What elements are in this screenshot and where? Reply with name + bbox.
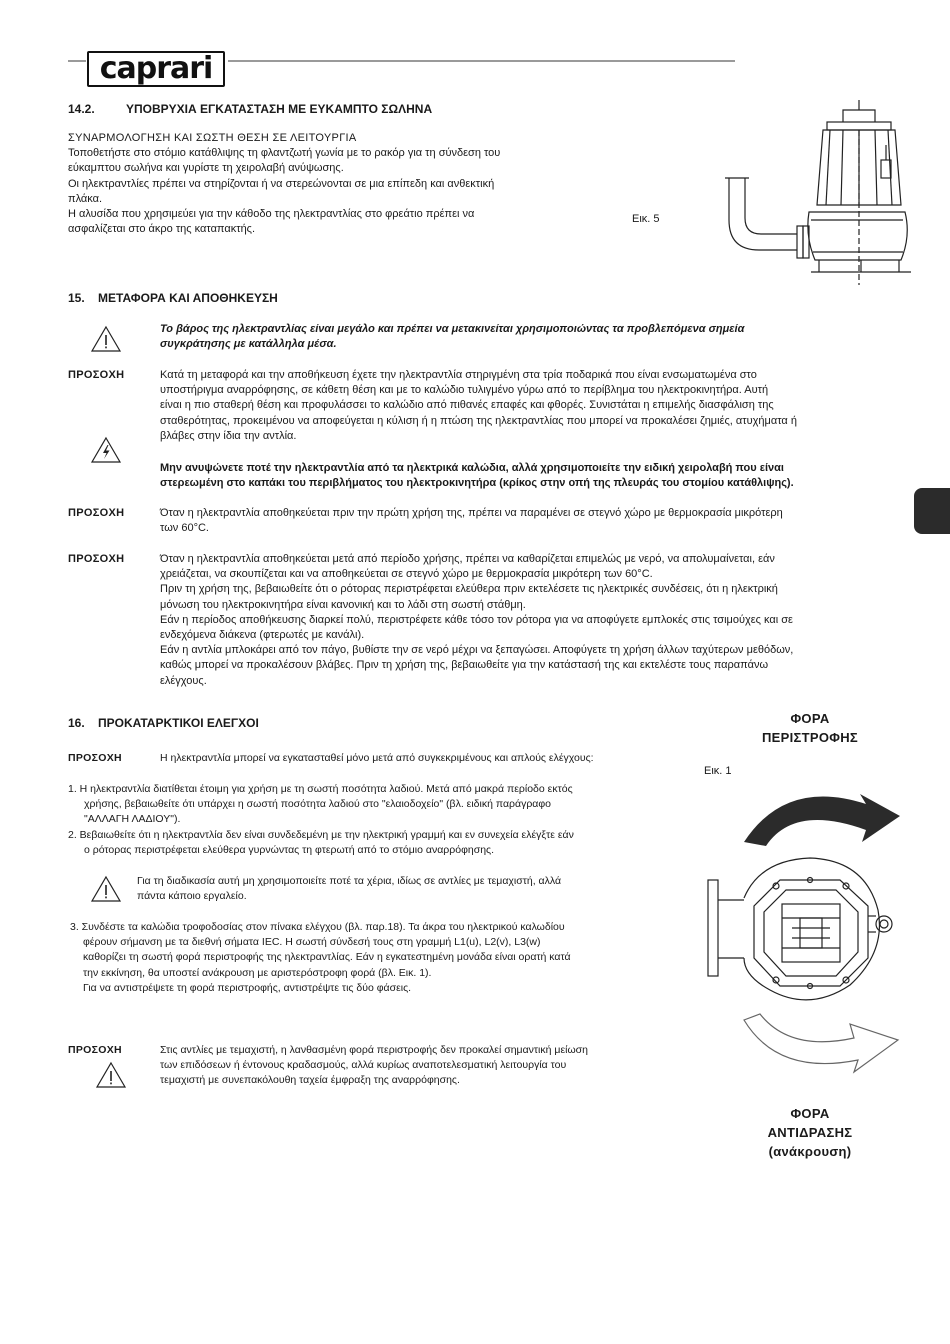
rotation-direction-title	[740, 709, 880, 747]
text-line: των 60°C.	[160, 522, 209, 535]
section-16-item-1	[68, 782, 648, 828]
section-title: ΥΠΟΒΡΥΧΙΑ ΕΓΚΑΤΑΣΤΑΣΗ ΜΕ ΕΥΚΑΜΠΤΟ ΣΩΛΗΝΑ	[126, 102, 433, 116]
caution-label: ΠΡΟΣΟΧΗ	[68, 507, 125, 519]
text-line: 3. Συνδέστε τα καλώδια τροφοδοσίας στον πίνακα ελέγχου (βλ. παρ.18). Τα άκρα του ηλεκτρικού καλωδίου	[70, 921, 565, 933]
section-15-heading	[68, 291, 278, 305]
text-line: πλάκα.	[68, 192, 103, 205]
text-line: Πριν τη χρήση της, βεβαιωθείτε ότι ο ρότορας περιστρέφεται ελεύθερα πριν εκτελέσετε τις ηλεκτρικές συνδέσεις, ότι η ηλεκτρική	[160, 583, 778, 596]
text-line: Τοποθετήστε στο στόμιο κατάθλιψης τη φλαντζωτή γωνία με το ρακόρ για τη σύνδεση του	[68, 147, 501, 160]
section-16-item-3	[70, 920, 650, 996]
text-line: ασφαλίζεται στο άκρο της καταπακτής.	[68, 223, 256, 236]
text-line: Όταν η ηλεκτραντλία αποθηκεύεται πριν την πρώτη χρήση της, πρέπει να παραμένει σε στεγνό χώρο με θερμοκρασία μικρότερη	[160, 507, 783, 519]
text-line: σταθερότητας, προκειμένου να αποφεύγεται η κύλιση ή η πτώση της ηλεκτραντλίας που μπορεί να προκαλέσει ζημιές, ατυχήματα ή	[160, 414, 797, 427]
section-number: 16.	[68, 716, 85, 730]
section-title: ΜΕΤΑΦΟΡΑ ΚΑΙ ΑΠΟΘΗΚΕΥΣΗ	[98, 291, 278, 305]
title-line: ΑΝΤΙΔΡΑΣΗΣ	[767, 1125, 853, 1140]
title-line: ΦΟΡΑ	[790, 711, 830, 726]
title-line: ΠΕΡΙΣΤΡΟΦΗΣ	[761, 730, 859, 745]
text-line: ο ρότορας περιστρέφεται ελεύθερα γυρνώντας τη φτερωτή από το στόμιο αναρρόφησης.	[84, 844, 495, 857]
header-rule-right	[228, 60, 735, 62]
fig1-caption: Εικ. 1	[704, 765, 732, 777]
rotation-arrow-icon	[738, 770, 908, 850]
section-15-para-3	[160, 552, 910, 689]
text-line: 2. Βεβαιωθείτε ότι η ηλεκτραντλία δεν είναι συνδεδεμένη με την ηλεκτρική γραμμή και εν συνεχεία ελέγξτε εάν	[68, 829, 574, 841]
section-14-2-heading	[68, 102, 432, 116]
text-line: πάντα κάποιο εργαλείο.	[137, 890, 247, 903]
caution-label: ΠΡΟΣΟΧΗ	[68, 553, 125, 565]
section-16-item-2	[68, 828, 648, 858]
text-line: ΣΥΝΑΡΜΟΛΟΓΗΣΗ ΚΑΙ ΣΩΣΤΗ ΘΕΣΗ ΣΕ ΛΕΙΤΟΥΡΓΙΑ	[68, 132, 357, 144]
text-line: μόνωση του ηλεκτροκινητήρα είναι κανονική και το λάδι στη σωστή στάθμη.	[160, 598, 526, 611]
text-line: είναι η πιο σταθερή θέση και προφυλάσσει το καλώδιο από πιθανές επαφές και φθορές. Συνιστάται η επιμελής διασφάλιση της	[160, 399, 774, 412]
section-title: ΠΡΟΚΑΤΑΡΚΤΙΚΟΙ ΕΛΕΓΧΟΙ	[98, 716, 259, 730]
text-line: χρειάζεται, να σκουπίζεται και να αποθηκεύεται σε στεγνό χώρο με θερμοκρασία μικρότερη των 60°C.	[160, 568, 653, 581]
text-line: καθώς μπορεί να προκαλέσουν βλάβες. Πριν τη χρήση της, βεβαιωθείτε για την κατάστασή της και εκτελέστε τους παραπάνω	[160, 659, 769, 672]
warning-triangle-icon	[91, 326, 121, 352]
section-15-warning-2	[160, 461, 910, 491]
text-line: Όταν η ηλεκτραντλία αποθηκεύεται μετά από περίοδο χρήσης, πρέπει να καθαρίζεται επιμελώς με νερό, να απολυμαίνεται, εάν	[160, 553, 775, 565]
section-16-heading	[68, 716, 259, 730]
reaction-direction-title	[740, 1104, 880, 1161]
text-line: Οι ηλεκτραντλίες πρέπει να στηρίζονται ή να στερεώνονται σε μια επίπεδη και ανθεκτική	[68, 177, 495, 190]
text-line: στερεωμένη στο καπάκι του περιβλήματος του ηλεκτροκινητήρα (κρίκος στην οπή της πλευράς του στομίου κατάθλιψης).	[160, 477, 794, 490]
text-line: καθορίζει τη σωστή φορά περιστροφής της ηλεκτραντλίας. Εάν η εγκατεστημένη μονάδα είναι ορατή κατά	[83, 951, 571, 964]
section-15-warning-1	[160, 322, 900, 352]
text-line: τεμαχιστή με συνεπακόλουθη ταχεία έμφραξη της αναρρόφησης.	[160, 1074, 460, 1087]
section-14-2-text	[68, 131, 608, 237]
section-number: 14.2.	[68, 102, 95, 116]
warning-triangle-icon	[91, 876, 121, 902]
caution-label: ΠΡΟΣΟΧΗ	[68, 1044, 122, 1056]
text-line: "ΑΛΛΑΓΗ ΛΑΔΙΟΥ").	[84, 813, 181, 826]
section-16-warning	[137, 874, 637, 904]
text-line: Κατά τη μεταφορά και την αποθήκευση έχετε την ηλεκτραντλία στηριγμένη στα τρία ποδαρικά που είναι ενσωματωμένα στο	[160, 369, 757, 381]
title-line: ΦΟΡΑ	[790, 1106, 830, 1121]
text-line: Στις αντλίες με τεμαχιστή, η λανθασμένη φορά περιστροφής δεν προκαλεί σημαντική μείωση	[160, 1044, 588, 1056]
electrical-hazard-icon	[91, 437, 121, 463]
text-line: Το βάρος της ηλεκτραντλίας είναι μεγάλο και πρέπει να μετακινείται χρησιμοποιώντας τα προβλεπόμενα σημεία	[160, 323, 745, 335]
pump-installation-drawing	[715, 100, 915, 285]
text-line: χρήσης, βεβαιωθείτε ότι υπάρχει η σωστή ποσότητα λαδιού στο "ελαιοδοχείο" (βλ. ειδική παράγραφο	[84, 798, 552, 811]
text-line: βλάβες στην ίδια την αντλία.	[160, 429, 297, 442]
text-line: την εκκίνηση, θα υποστεί ανάκρουση με αριστερόστροφη φορά (βλ. Εικ. 1).	[83, 966, 432, 979]
text-line: Εάν η περίοδος αποθήκευσης διαρκεί πολύ, περιστρέφετε κάθε τόσο τον ρότορα για να αποφύγετε εμπλοκές στις τσιμούχες και σε	[160, 613, 793, 626]
fig5-caption: Εικ. 5	[632, 213, 660, 225]
section-15-para-2	[160, 506, 910, 536]
section-15-para-1	[160, 368, 910, 444]
section-number: 15.	[68, 291, 85, 305]
text-line: εύκαμπτου σωλήνα και γυρίστε τη χειρολαβή ανύψωσης.	[68, 162, 344, 175]
text-line: υποστήριγμα αναρρόφησης, σε κάθετη θέση και με το καλώδιο τυλιγμένο γύρω από το περίβλημα του ηλεκτροκινητήρα. Αυτή	[160, 384, 769, 397]
text-line: 1. Η ηλεκτραντλία διατίθεται έτοιμη για χρήση με τη σωστή ποσότητα λαδιού. Μετά από μακρά περίοδο εκτός	[68, 783, 573, 795]
text-line: Για να αντιστρέψετε τη φορά περιστροφής, αντιστρέψτε τις δύο φάσεις.	[83, 981, 412, 994]
reaction-arrow-icon	[738, 1010, 908, 1086]
text-line: ελέγχους.	[160, 674, 207, 687]
text-line: συγκράτησης με κατάλληλα μέσα.	[160, 338, 337, 351]
section-16-intro: Η ηλεκτραντλία μπορεί να εγκατασταθεί μόνο μετά από συγκεκριμένους και απλούς ελέγχους:	[160, 752, 594, 764]
text-line: Μην ανυψώνετε ποτέ την ηλεκτραντλία από τα ηλεκτρικά καλώδια, αλλά χρησιμοποιείτε την ειδική χειρολαβή που είναι	[160, 462, 784, 474]
header-rule-left	[68, 60, 86, 62]
page-edge-tab	[914, 488, 950, 534]
text-line: Για τη διαδικασία αυτή μη χρησιμοποιείτε ποτέ τα χέρια, ιδίως σε αντλίες με τεμαχιστή, αλλά	[137, 875, 562, 887]
text-line: Η αλυσίδα που χρησιμεύει για την κάθοδο της ηλεκτραντλίας στο φρεάτιο πρέπει να	[68, 208, 475, 221]
text-line: των επιδόσεων ή έντονους κραδασμούς, αλλά κυρίως αναποτελεσματική λειτουργία του	[160, 1059, 567, 1072]
caprari-logo: caprari	[87, 51, 225, 87]
text-line: φέρουν σήμανση με τα διεθνή σήματα IEC. Η σωστή σύνδεσή τους στη γραμμή L1(u), L2(v), L3(w)	[83, 936, 541, 949]
text-line: Εάν η αντλία μπλοκάρει από τον πάγο, βυθίστε την σε νερό μέχρι να ξεπαγώσει. Αποφύγετε τη χρήση άλλων ταχύτερων μεθόδων,	[160, 644, 794, 657]
title-line: (ανάκρουση)	[768, 1144, 852, 1159]
section-16-final-para	[160, 1043, 660, 1089]
warning-triangle-icon	[96, 1062, 126, 1088]
pump-top-view-drawing	[700, 840, 900, 1020]
caution-label: ΠΡΟΣΟΧΗ	[68, 369, 125, 381]
text-line: ενδεχόμενα διάκενα (φτερωτές με κανάλι).	[160, 629, 365, 642]
caution-label: ΠΡΟΣΟΧΗ	[68, 752, 122, 764]
